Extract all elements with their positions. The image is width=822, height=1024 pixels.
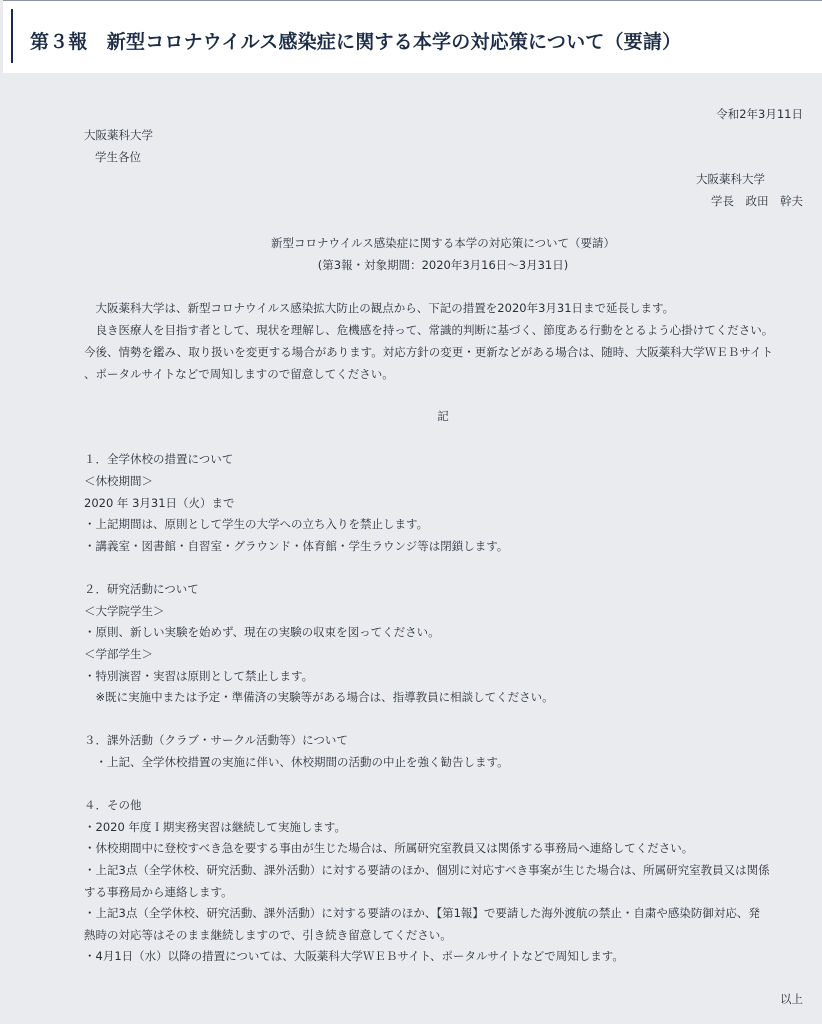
intro-line: 、ポータルサイトなどで周知しますので留意してください。 [84, 367, 394, 381]
recipient-org: 大阪薬科大学 [84, 128, 153, 142]
section-heading: １．全学休校の措置について [84, 452, 234, 466]
letter-date: 令和2年3月11日 [716, 107, 803, 121]
section-line: ＜学部学生＞ [84, 647, 153, 661]
section-line: ・上記3点（全学休校、研究活動、課外活動）に対する要請のほか、個別に対応すべき事案が生じた場合は、所属研究室教員又は関係 [84, 863, 770, 877]
section-line: ※既に実施中または予定・準備済の実験等がある場合は、指導教員に相談してください。 [84, 690, 554, 704]
closing-text: 以上 [780, 992, 803, 1006]
section-line: ＜大学院学生＞ [84, 604, 165, 618]
section-line: ・休校期間中に登校すべき急を要する事由が生じた場合は、所属研究室教員又は関係する事務局へ連絡してください。 [84, 841, 694, 855]
intro-line: 今後、情勢を鑑み、取り扱いを変更する場合があります。対応方針の変更・更新などがある場合は、随時、大阪薬科大学ＷＥＢサイト [84, 345, 773, 359]
section-line: ・4月1日（水）以降の措置については、大阪薬科大学ＷＥＢサイト、ポータルサイトなどで周知します。 [84, 949, 624, 963]
notice-subject: 新型コロナウイルス感染症に関する本学の対応策について（要請） [270, 236, 616, 250]
section-line: ・原則、新しい実験を始めず、現在の実験の収束を図ってください。 [84, 625, 440, 639]
intro-line: 良き医療人を目指す者として、現状を理解し、危機感を持って、常識的判断に基づく、節度ある行動をとるよう心掛けてください。 [84, 323, 774, 337]
section-line: ・特別演習・実習は原則として禁止します。 [84, 669, 314, 683]
section-line: ・2020 年度Ｉ期実務実習は継続して実施します。 [84, 820, 346, 834]
intro-line: 大阪薬科大学は、新型コロナウイルス感染拡大防止の観点から、下記の措置を2020年3月31日まで延長します。 [84, 301, 675, 315]
recipient: 学生各位 [95, 150, 141, 164]
section-line: ・上記期間は、原則として学生の大学への立ち入りを禁止します。 [84, 517, 429, 531]
section-line: する事務局から連絡します。 [84, 885, 233, 899]
section-line: ・上記3点（全学休校、研究活動、課外活動）に対する要請のほか、【第1報】で要請した海外渡航の禁止・自粛や感染防御対応、発 [84, 906, 760, 920]
sender-name: 学長 政田 幹夫 [711, 194, 803, 208]
section-line: ＜休校期間＞ [84, 474, 153, 488]
notice-subject-period: (第3報・対象期間：2020年3月16日〜3月31日) [317, 258, 569, 272]
section-line: ・上記、全学休校措置の実施に伴い、休校期間の活動の中止を強く勧告します。 [84, 755, 509, 769]
ki-marker: 記 [437, 409, 449, 423]
section-line: 熱時の対応等はそのまま継続しますので、引き続き留意してください。 [84, 928, 452, 942]
section-line: ・講義室・図書館・自習室・グラウンド・体育館・学生ラウンジ等は閉鎖します。 [84, 539, 509, 553]
section-heading: ３．課外活動（クラブ・サークル活動等）について [84, 733, 348, 747]
page-title: 第３報 新型コロナウイルス感染症に関する本学の対応策について（要請） [30, 31, 682, 53]
section-heading: ４．その他 [84, 798, 142, 812]
sender-org: 大阪薬科大学 [696, 172, 765, 186]
section-line: 2020 年 3月31日（火）まで [84, 496, 235, 510]
section-heading: ２．研究活動について [84, 582, 199, 596]
